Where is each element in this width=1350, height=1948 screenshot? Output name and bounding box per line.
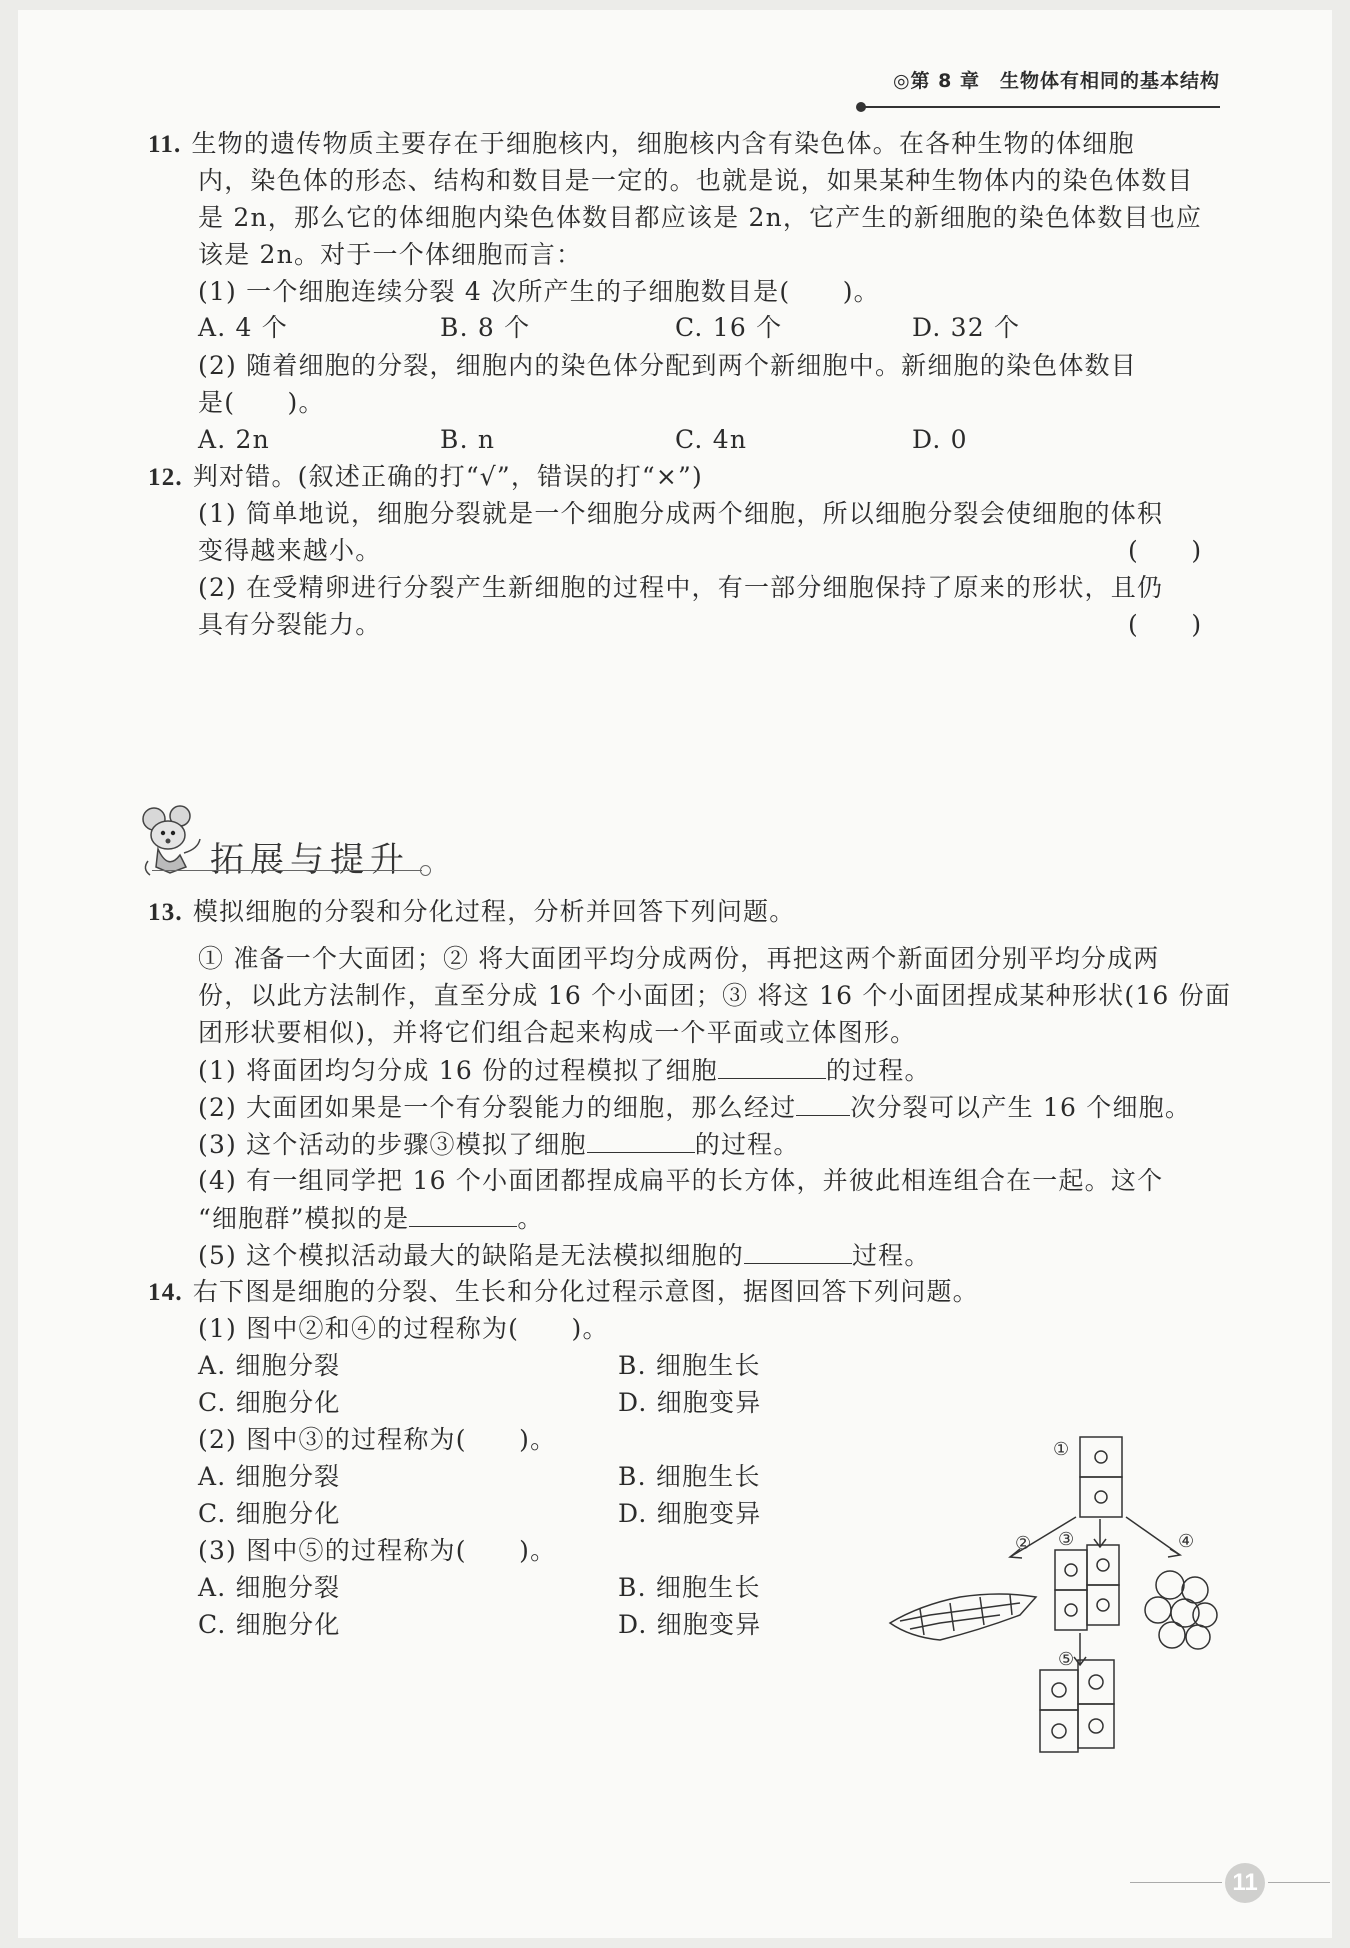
q11-stem-line1 [148, 128, 1135, 161]
label-4: ④ [1178, 1531, 1195, 1552]
q14-number: 14. [148, 1279, 183, 1306]
q14-p3-option-c[interactable]: C. 细胞分化 [198, 1610, 341, 1639]
q14-p2-option-c[interactable]: C. 细胞分化 [198, 1499, 341, 1528]
q11-p1-option-a[interactable]: A. 4 个 [198, 313, 289, 342]
q11-part2-line1: (2) 随着细胞的分裂，细胞内的染色体分配到两个新细胞中。新细胞的染色体数目 [198, 351, 1137, 380]
section-underline [152, 870, 422, 871]
q11-part2-line2: 是( )。 [198, 388, 325, 417]
q11-p2-option-b[interactable]: B. n [440, 425, 496, 454]
q14-p1-option-d[interactable]: D. 细胞变异 [618, 1388, 762, 1417]
q14-p3-option-d[interactable]: D. 细胞变异 [618, 1610, 762, 1639]
q14-p2-option-a[interactable]: A. 细胞分裂 [198, 1462, 341, 1491]
header-dot [856, 102, 866, 112]
q11-stem-line2: 内，染色体的形态、结构和数目是一定的。也就是说，如果某种生物体内的染色体数目 [198, 166, 1194, 195]
q11-p1-option-d[interactable]: D. 32 个 [912, 313, 1021, 342]
q13-part4-line2 [198, 1202, 544, 1235]
q12-part2-line1: (2) 在受精卵进行分裂产生新细胞的过程中，有一部分细胞保持了原来的形状，且仍 [198, 573, 1164, 602]
q12-stem-text: 判对错。(叙述正确的打“√”，错误的打“×”) [192, 462, 703, 491]
q14-p3-option-a[interactable]: A. 细胞分裂 [198, 1573, 341, 1602]
q14-part3: (3) 图中⑤的过程称为( )。 [198, 1536, 557, 1565]
q11-p1-option-c[interactable]: C. 16 个 [675, 313, 783, 342]
q13-p3-pre: (3) 这个活动的步骤③模拟了细胞 [198, 1130, 587, 1159]
mouse-mascot-icon [140, 805, 206, 877]
q13-p5-pre: (5) 这个模拟活动最大的缺陷是无法模拟细胞的 [198, 1241, 744, 1270]
q11-stem-line4: 该是 2n。对于一个体细胞而言： [198, 240, 583, 269]
q12-number: 12. [148, 464, 183, 491]
q11-p2-option-d[interactable]: D. 0 [912, 425, 968, 454]
label-5: ⑤ [1058, 1649, 1075, 1670]
q13-stem [148, 896, 795, 929]
q14-p1-option-b[interactable]: B. 细胞生长 [618, 1351, 761, 1380]
q13-p3-blank[interactable] [587, 1128, 695, 1153]
q13-p1-blank[interactable] [718, 1054, 826, 1079]
q13-p4-pre: “细胞群”模拟的是 [198, 1204, 410, 1233]
q14-p2-option-b[interactable]: B. 细胞生长 [618, 1462, 761, 1491]
q13-p4-blank[interactable] [409, 1202, 517, 1227]
q14-p1-option-c[interactable]: C. 细胞分化 [198, 1388, 341, 1417]
chapter-title: ◎第 8 章 生物体有相同的基本结构 [892, 70, 1220, 92]
page-number-line-right [1268, 1882, 1330, 1883]
q12-part2-line2: 具有分裂能力。 [198, 610, 382, 639]
q14-p3-option-b[interactable]: B. 细胞生长 [618, 1573, 761, 1602]
q12-stem [148, 461, 703, 494]
q13-p2-pre: (2) 大面团如果是一个有分裂能力的细胞，那么经过 [198, 1093, 797, 1122]
section-ring [420, 865, 431, 876]
q13-part5 [198, 1239, 931, 1272]
section-title: 拓展与提升 [210, 840, 410, 880]
q11-number: 11. [148, 131, 182, 158]
q13-stem-text: 模拟细胞的分裂和分化过程，分析并回答下列问题。 [192, 897, 796, 926]
q11-p2-option-c[interactable]: C. 4n [675, 425, 748, 454]
q12-part1-line1: (1) 简单地说，细胞分裂就是一个细胞分成两个细胞，所以细胞分裂会使细胞的体积 [198, 499, 1164, 528]
q13-p2-post: 次分裂可以产生 16 个细胞。 [850, 1093, 1192, 1122]
q14-stem-text: 右下图是细胞的分裂、生长和分化过程示意图，据图回答下列问题。 [192, 1277, 979, 1306]
q13-p5-post: 过程。 [851, 1241, 931, 1270]
q11-stem-text1: 生物的遗传物质主要存在于细胞核内，细胞核内含有染色体。在各种生物的体细胞 [191, 129, 1135, 158]
q12-part1-answer-box[interactable]: ( ) [1128, 536, 1203, 565]
q13-p1-pre: (1) 将面团均匀分成 16 份的过程模拟了细胞 [198, 1056, 718, 1085]
q13-part3 [198, 1128, 800, 1161]
cell-1a [1080, 1437, 1122, 1477]
q14-stem [148, 1276, 979, 1309]
cell-process-diagram [880, 1425, 1220, 1755]
q13-desc-line2: 份，以此方法制作，直至分成 16 个小面团；③ 将这 16 个小面团捏成某种形状(16 份面 [198, 981, 1232, 1010]
q13-p3-post: 的过程。 [694, 1130, 800, 1159]
q11-p1-option-b[interactable]: B. 8 个 [440, 313, 531, 342]
q12-part1-line2: 变得越来越小。 [198, 536, 382, 565]
q13-number: 13. [148, 899, 183, 926]
q13-desc-line3: 团形状要相似)，并将它们组合起来构成一个平面或立体图形。 [198, 1018, 917, 1047]
q14-p2-option-d[interactable]: D. 细胞变异 [618, 1499, 762, 1528]
q13-p5-blank[interactable] [744, 1239, 852, 1264]
q14-part1: (1) 图中②和④的过程称为( )。 [198, 1314, 609, 1343]
q12-part2-answer-box[interactable]: ( ) [1128, 610, 1203, 639]
q11-part1: (1) 一个细胞连续分裂 4 次所产生的子细胞数目是( )。 [198, 277, 880, 306]
q13-part4-line1: (4) 有一组同学把 16 个小面团都捏成扁平的长方体，并彼此相连组合在一起。这个 [198, 1166, 1164, 1195]
label-3: ③ [1058, 1529, 1075, 1550]
q14-part2: (2) 图中③的过程称为( )。 [198, 1425, 557, 1454]
q14-p1-option-a[interactable]: A. 细胞分裂 [198, 1351, 341, 1380]
page-number-line-left [1130, 1882, 1222, 1883]
q13-part2 [198, 1091, 1191, 1124]
q13-p2-blank[interactable] [796, 1091, 850, 1116]
cell-1b [1080, 1477, 1122, 1517]
q13-p4-post: 。 [517, 1204, 544, 1233]
chapter-header [862, 66, 1220, 108]
q11-p2-option-a[interactable]: A. 2n [198, 425, 270, 454]
label-2: ② [1015, 1533, 1032, 1554]
q13-p1-post: 的过程。 [825, 1056, 931, 1085]
label-1: ① [1053, 1439, 1070, 1460]
q11-stem-line3: 是 2n，那么它的体细胞内染色体数目都应该是 2n，它产生的新细胞的染色体数目也应 [198, 203, 1203, 232]
page-number: 11 [1225, 1863, 1265, 1903]
q13-desc-line1: ① 准备一个大面团；② 将大面团平均分成两份，再把这两个新面团分别平均分成两 [198, 944, 1160, 973]
q13-part1 [198, 1054, 931, 1087]
